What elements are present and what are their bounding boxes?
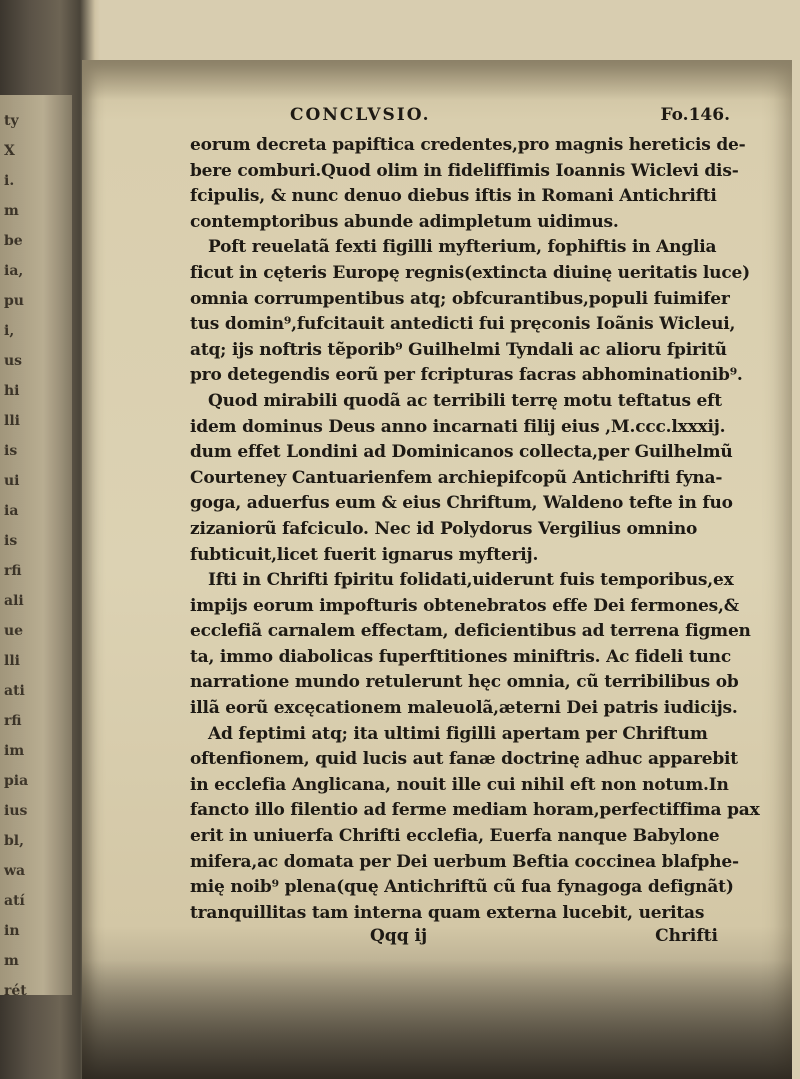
facing-page-fragment: lli (4, 653, 20, 669)
text-line: oftenfionem, quid lucis aut fanæ doctrinę adhuc apparebit (190, 749, 738, 770)
catchline (190, 926, 730, 952)
text-line: fcipulis, & nunc denuo diebus iftis in Romani Antichrifti (190, 186, 717, 207)
text-line: tus domin⁹,fufcitauit antedicti fui pręconis Ioãnis Wicleui, (190, 314, 736, 335)
facing-page-fragment: ati (4, 683, 25, 699)
facing-page-fragment: m (4, 203, 19, 219)
facing-page-fragment: rét (4, 983, 27, 999)
facing-page-fragment: in (4, 923, 20, 939)
text-line: pro detegendis eorũ per fcripturas facras abhominationib⁹. (190, 365, 743, 386)
text-line: Courteney Cantuarienfem archiepifcopũ Antichrifti fyna- (190, 467, 723, 488)
text-line: erit in uniuerfa Chrifti ecclefia, Euerfa nanque Babylone (190, 826, 720, 847)
text-line: atq; ijs noftris tẽporib⁹ Guilhelmi Tyndali ac alioru fpiritũ (190, 339, 727, 360)
text-line: ecclefiã carnalem effectam, deficientibus ad terrena figmen (190, 621, 751, 642)
facing-page-fragment: pia (4, 773, 29, 789)
running-title: CONCLVSIO. (290, 105, 431, 125)
facing-page-fragment: rfi (4, 713, 22, 729)
page-bottom-shadow (82, 960, 792, 1079)
facing-page-fragment: ali (4, 593, 24, 609)
text-line: contemptoribus abunde adimpletum uidimus. (190, 211, 619, 232)
text-line: ficut in cęteris Europę regnis(extincta diuinę ueritatis luce) (190, 262, 750, 283)
facing-page-fragment: ui (4, 473, 20, 489)
facing-page-fragment: ty (4, 113, 19, 129)
text-line: eorum decreta papiftica credentes,pro magnis hereticis de- (190, 135, 746, 155)
page-top-edge (82, 60, 792, 100)
text-line: goga, aduerfus eum & eius Chriftum, Waldeno tefte in fuo (190, 493, 733, 514)
text-line: Poft reuelatã fexti figilli myfterium, fophiftis in Anglia (208, 237, 717, 258)
text-line: Ad feptimi atq; ita ultimi figilli apertam per Chriftum (208, 723, 708, 744)
facing-page-fragment: hi (4, 383, 20, 399)
page-text-block (190, 105, 760, 952)
facing-page-fragment: us (4, 353, 23, 369)
facing-page-fragment: ia (4, 503, 19, 519)
text-line: Quod mirabili quodã ac terribili terrę motu teftatus eft (208, 390, 722, 411)
facing-page-fragment: atí (4, 893, 25, 909)
facing-page-fragment: i. (4, 173, 15, 189)
facing-page-fragment: is (4, 443, 18, 459)
text-line: ta, immo diabolicas fuperftitiones miniftris. Ac fideli tunc (190, 646, 731, 667)
text-line: mifera,ac domata per Dei uerbum Beftia coccinea blafphe- (190, 851, 739, 872)
text-line: zizaniorũ fafciculo. Nec id Polydorus Vergilius omnino (190, 518, 698, 539)
text-line: fubticuit,licet fuerit ignarus myfterij. (190, 544, 539, 565)
text-line: impijs eorum impofturis obtenebratos effe Dei fermones,& (190, 595, 739, 616)
folio-number: Fo.146. (660, 105, 730, 125)
facing-page-fragment: bl, (4, 833, 24, 849)
text-line: illã eorũ excęcationem maleuolã,æterni Dei patris iudicijs. (190, 698, 738, 719)
text-line: fancto illo filentio ad ferme mediam horam,perfectiffima pax (190, 800, 760, 821)
text-line: omnia corrumpentibus atq; obfcurantibus,populi fuimifer (190, 288, 730, 309)
facing-page-fragment: be (4, 233, 23, 249)
facing-page-fragment: i, (4, 323, 15, 339)
text-line: bere comburi.Quod olim in fideliffimis Ioannis Wiclevi dis- (190, 160, 739, 181)
facing-page-fragment: ius (4, 803, 28, 819)
signature-mark: Qqq ij (370, 926, 428, 947)
body-text (190, 133, 760, 926)
running-header (190, 105, 730, 133)
facing-page-fragment: is (4, 533, 18, 549)
text-line: idem dominus Deus anno incarnati filij eius ,M.ccc.lxxxij. (190, 416, 726, 437)
text-line: tranquillitas tam interna quam externa lucebit, ueritas (190, 902, 705, 923)
text-line: narratione mundo retulerunt hęc omnia, cũ terribilibus ob (190, 672, 739, 693)
facing-page-fragment: pu (4, 293, 24, 309)
text-line: in ecclefia Anglicana, nouit ille cui nihil eft non notum.In (190, 774, 729, 795)
catchword: Chrifti (655, 926, 718, 947)
facing-page-fragment: ia, (4, 263, 24, 279)
text-line: mię noib⁹ plena(quę Antichriftũ cũ fua fynagoga defignãt) (190, 877, 734, 898)
facing-page-fragment: rfi (4, 563, 22, 579)
facing-page-fragment: lli (4, 413, 20, 429)
facing-page-fragment: m (4, 953, 19, 969)
facing-page-fragment: wa (4, 863, 26, 879)
facing-page-fragment: X (4, 143, 15, 159)
text-line: Ifti in Chrifti fpiritu folidati,uiderunt fuis temporibus,ex (208, 570, 734, 591)
facing-page-fragment: im (4, 743, 25, 759)
facing-page-strip (0, 95, 72, 999)
text-line: dum effet Londini ad Dominicanos collecta,per Guilhelmũ (190, 442, 733, 463)
facing-page-fragment: ue (4, 623, 24, 639)
